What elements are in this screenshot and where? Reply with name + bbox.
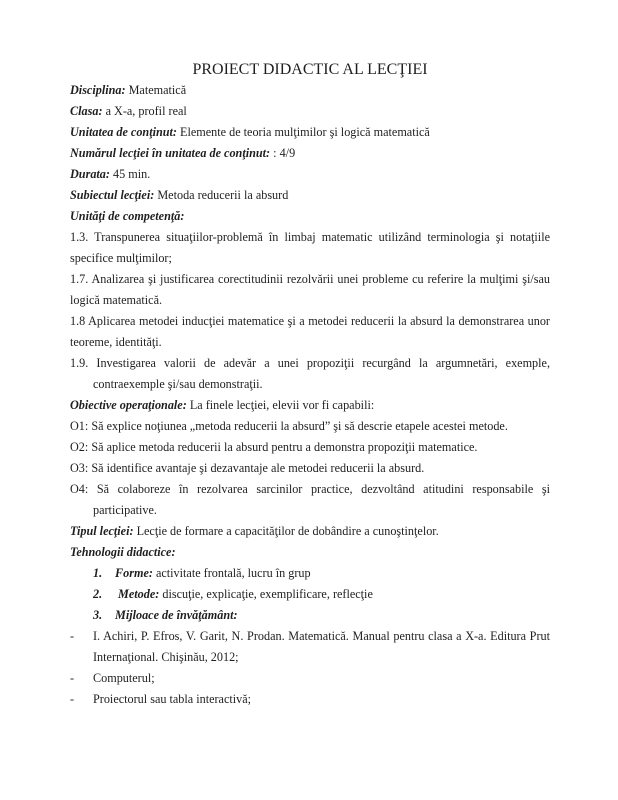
body-text: Elemente de teoria mulţimilor şi logică matematică: [177, 125, 430, 139]
objective-o1: [70, 416, 550, 437]
body-text: La finele lecţiei, elevii vor fi capabili:: [186, 398, 375, 412]
label-text: Disciplina:: [70, 83, 126, 97]
list-number: 3.: [93, 608, 103, 622]
field-subiectul-lectiei: [70, 185, 550, 206]
document-body: [70, 80, 550, 710]
field-unitatea-de-continut: [70, 122, 550, 143]
bullet-dash: -: [70, 671, 75, 685]
body-text: discuţie, explicaţie, exemplificare, reflecţie: [159, 587, 373, 601]
body-text: Proiectorul sau tabla interactivă;: [93, 692, 252, 706]
heading-unitati-de-competenta: [70, 206, 550, 227]
label-text: Metode:: [115, 587, 160, 601]
label-text: Obiective operaţionale:: [70, 398, 187, 412]
body-text: Lecţie de formare a capacităţilor de dobândire a cunoştinţelor.: [133, 524, 439, 538]
objective-o2: [70, 437, 550, 458]
body-text: 1.9. Investigarea valorii de adevăr a unei propoziţii recurgând la argumnetări, exemple, contraexemple şi/sau demonstraţii.: [70, 356, 550, 391]
heading-tehnologii-didactice: [70, 542, 550, 563]
label-text: Forme:: [115, 566, 153, 580]
label-text: Unitatea de conţinut:: [70, 125, 177, 139]
field-numarul-lectiei: [70, 143, 550, 164]
competence-1-9: [70, 353, 550, 395]
field-clasa: [70, 101, 550, 122]
list-item-metode: [70, 584, 550, 605]
body-text: O1: Să explice noţiunea „metoda reducerii la absurd” şi să descrie etapele acestei metode.: [70, 419, 508, 433]
competence-1-8: [70, 311, 550, 353]
body-text: O4: Să colaboreze în rezolvarea sarcinilor practice, dezvoltând atitudini responsabile şi participative.: [70, 482, 550, 517]
field-disciplina: [70, 80, 550, 101]
list-item-mijloace: [70, 605, 550, 626]
body-text: Matematică: [125, 83, 187, 97]
bullet-dash: -: [70, 629, 75, 643]
resource-computerul: [70, 668, 550, 689]
doc-title: PROIECT DIDACTIC AL LECŢIEI: [192, 61, 428, 78]
objective-o4: [70, 479, 550, 521]
body-text: I. Achiri, P. Efros, V. Garit, N. Prodan. Matematică. Manual pentru clasa a X-a. Editura Prut Internaţional. Chişinău, 2012;: [93, 629, 550, 664]
field-durata: [70, 164, 550, 185]
resource-proiectorul: [70, 689, 550, 710]
body-text: 1.3. Transpunerea situaţiilor-problemă în limbaj matematic utilizând terminologia şi notaţiile specifice mulţimilor;: [70, 230, 550, 265]
competence-1-3: [70, 227, 550, 269]
label-text: Clasa:: [70, 104, 103, 118]
list-number: 2.: [93, 587, 103, 601]
body-text: : 4/9: [270, 146, 296, 160]
body-text: O2: Să aplice metoda reducerii la absurd pentru a demonstra propoziţii matematice.: [70, 440, 478, 454]
label-text: Tipul lecţiei:: [70, 524, 134, 538]
bullet-dash: -: [70, 692, 75, 706]
label-text: Mijloace de învăţământ:: [115, 608, 238, 622]
body-text: 45 min.: [109, 167, 151, 181]
body-text: a X-a, profil real: [102, 104, 187, 118]
competence-1-7: [70, 269, 550, 311]
body-text: 1.8 Aplicarea metodei inducţiei matematice şi a metodei reducerii la absurd la demonstrarea unor teoreme, identităţi.: [70, 314, 550, 349]
body-text: Computerul;: [93, 671, 155, 685]
list-item-forme: [70, 563, 550, 584]
field-tipul-lectiei: [70, 521, 550, 542]
field-obiective-operationale: [70, 395, 550, 416]
body-text: activitate frontală, lucru în grup: [152, 566, 311, 580]
label-text: Subiectul lecţiei:: [70, 188, 155, 202]
body-text: Metoda reducerii la absurd: [154, 188, 289, 202]
label-text: Numărul lecţiei în unitatea de conţinut:: [70, 146, 271, 160]
resource-manual: [70, 626, 550, 668]
label-text: Tehnologii didactice:: [70, 545, 176, 559]
body-text: 1.7. Analizarea şi justificarea corectitudinii rezolvării unei probleme cu referire la mulţimi şi/sau logică matematică.: [70, 272, 550, 307]
label-text: Unităţi de competenţă:: [70, 209, 185, 223]
objective-o3: [70, 458, 550, 479]
label-text: Durata:: [70, 167, 110, 181]
body-text: O3: Să identifice avantaje şi dezavantaje ale metodei reducerii la absurd.: [70, 461, 425, 475]
list-number: 1.: [93, 566, 103, 580]
